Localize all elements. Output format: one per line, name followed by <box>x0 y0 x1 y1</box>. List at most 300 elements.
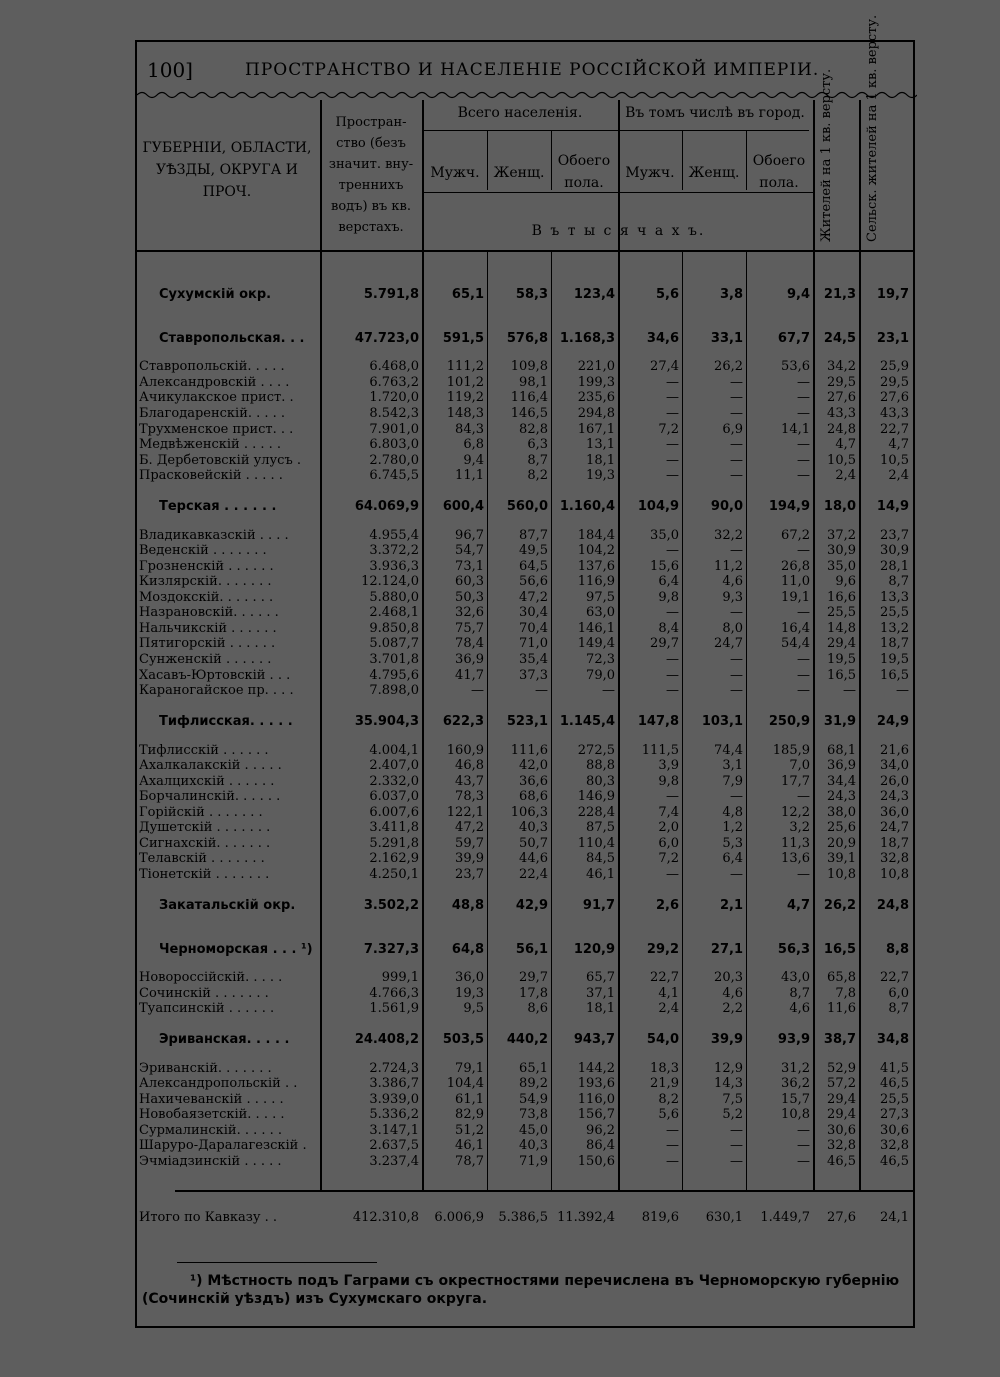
cell-value: 36,6 <box>519 773 548 789</box>
cell-value: 65,7 <box>586 970 615 986</box>
cell-value: — <box>730 789 743 805</box>
cell-value: 146,1 <box>577 620 615 636</box>
row-name: Шаруро-Даралагезскій . <box>139 1138 307 1154</box>
cell-value: 54,0 <box>646 1032 679 1048</box>
cell-value: 29,4 <box>827 636 856 652</box>
cell-value: 35,0 <box>827 558 856 574</box>
cell-value: 46,5 <box>880 1076 909 1092</box>
cell-value: 31,2 <box>781 1060 810 1076</box>
table-row <box>137 986 915 1001</box>
row-name: Тіонетскій . . . . . . . <box>139 866 270 882</box>
cell-value: 96,2 <box>586 1122 615 1138</box>
cell-value: 73,1 <box>455 558 484 574</box>
cell-value: — <box>730 437 743 453</box>
table-row <box>137 836 915 851</box>
cell-value: 19,1 <box>781 589 810 605</box>
cell-value: 2,1 <box>719 897 743 913</box>
cell-value: — <box>797 405 810 421</box>
cell-value: 23,7 <box>880 527 909 543</box>
cell-value: 6,3 <box>527 437 548 453</box>
cell-value: 9,3 <box>722 589 743 605</box>
cell-value: 32,8 <box>827 1138 856 1154</box>
table-row <box>137 331 915 346</box>
table-row <box>137 1107 915 1122</box>
cell-value: 41,7 <box>455 667 484 683</box>
cell-value: 4,1 <box>658 985 679 1001</box>
cell-value: 17,7 <box>781 773 810 789</box>
cell-value: 2,4 <box>888 468 909 484</box>
table-row <box>137 605 915 620</box>
row-name: Ставропольскій. . . . . <box>139 359 285 375</box>
cell-value: 7,9 <box>722 773 743 789</box>
table-row <box>137 668 915 683</box>
row-name: Сурмалинскій. . . . . . <box>139 1122 283 1138</box>
cell-value: — <box>797 452 810 468</box>
row-name: Пятигорскій . . . . . . <box>139 636 276 652</box>
cell-value: 2,4 <box>658 1001 679 1017</box>
cell-value: 41,5 <box>880 1060 909 1076</box>
cell-value: 5.336,2 <box>369 1107 419 1123</box>
table-row <box>137 1092 915 1107</box>
cell-value: 18,7 <box>880 636 909 652</box>
cell-value: 8,6 <box>527 1001 548 1017</box>
cell-value: 32,8 <box>880 1138 909 1154</box>
cell-value: 6,0 <box>658 835 679 851</box>
cell-value: 10,8 <box>880 866 909 882</box>
cell-value: 109,8 <box>510 359 548 375</box>
cell-value: 40,3 <box>519 820 548 836</box>
cell-value: 43,0 <box>781 970 810 986</box>
cell-value: 34,4 <box>827 773 856 789</box>
cell-value: 14,8 <box>827 620 856 636</box>
cell-value: 33,1 <box>710 330 743 346</box>
cell-value: 39,9 <box>710 1032 743 1048</box>
cell-value: 24,5 <box>823 330 856 346</box>
cell-value: 34,8 <box>876 1032 909 1048</box>
table-row <box>137 652 915 667</box>
cell-value: 49,5 <box>519 543 548 559</box>
cell-value: 122,1 <box>446 804 484 820</box>
cell-value: 67,7 <box>777 330 810 346</box>
cell-value: 5,6 <box>655 287 679 302</box>
cell-value: — <box>666 1154 679 1169</box>
cell-value: 7.898,0 <box>369 683 419 699</box>
cell-value: — <box>666 543 679 559</box>
cell-value: — <box>730 405 743 421</box>
row-name: Горійскій . . . . . . . <box>139 804 263 820</box>
cell-value: 24,8 <box>827 421 856 437</box>
cell-value: 146,9 <box>577 789 615 805</box>
cell-value: 3.237,4 <box>369 1154 419 1169</box>
cell-value: 11,1 <box>455 468 484 484</box>
cell-value: 29,7 <box>519 970 548 986</box>
cell-value: 8,7 <box>888 1001 909 1017</box>
cell-value: 32,2 <box>714 527 743 543</box>
cell-value: 46,5 <box>880 1154 909 1169</box>
cell-value: 503,5 <box>442 1032 484 1048</box>
cell-value: — <box>730 1138 743 1154</box>
cell-value: 88,8 <box>586 758 615 774</box>
cell-value: — <box>666 605 679 621</box>
table-row <box>137 1076 915 1091</box>
cell-value: 4,8 <box>722 804 743 820</box>
table-row <box>137 574 915 589</box>
cell-value: 412.310,8 <box>352 1210 419 1225</box>
cell-value: 39,1 <box>827 851 856 867</box>
cell-value: 4,6 <box>789 1001 810 1017</box>
cell-value: 43,3 <box>880 405 909 421</box>
cell-value: 4,7 <box>786 897 810 913</box>
table-row <box>137 543 915 558</box>
cell-value: — <box>797 543 810 559</box>
cell-value: — <box>666 374 679 390</box>
cell-value: — <box>535 683 548 699</box>
cell-value: 3.502,2 <box>363 897 419 913</box>
cell-value: — <box>797 683 810 699</box>
cell-value: 943,7 <box>573 1032 615 1048</box>
cell-value: 523,1 <box>506 714 548 730</box>
cell-value: — <box>666 652 679 668</box>
cell-value: 57,2 <box>827 1076 856 1092</box>
cell-value: 72,3 <box>586 652 615 668</box>
cell-value: 6,4 <box>658 574 679 590</box>
cell-value: 29,5 <box>880 374 909 390</box>
cell-value: 78,3 <box>455 789 484 805</box>
cell-value: 116,0 <box>577 1091 615 1107</box>
cell-value: 4,7 <box>835 437 856 453</box>
cell-value: 10,8 <box>781 1107 810 1123</box>
cell-value: 18,1 <box>586 452 615 468</box>
cell-value: 10,5 <box>827 452 856 468</box>
cell-value: 29,4 <box>827 1091 856 1107</box>
header-rural-density: Сельск. жителей на 1 кв. версту. <box>865 14 880 242</box>
cell-value: 32,6 <box>455 605 484 621</box>
cell-value: 3,8 <box>719 287 743 302</box>
cell-value: 82,8 <box>519 421 548 437</box>
cell-value: — <box>666 452 679 468</box>
cell-value: — <box>797 390 810 406</box>
cell-value: 20,9 <box>827 835 856 851</box>
table-row <box>137 867 915 882</box>
table-row <box>137 437 915 452</box>
cell-value: 116,9 <box>577 574 615 590</box>
row-name: Эриванская. . . . . <box>159 1032 290 1048</box>
table-row <box>137 898 915 913</box>
cell-value: 65,8 <box>827 970 856 986</box>
header-urban-male: Мужч. <box>625 165 675 181</box>
cell-value: 576,8 <box>506 330 548 346</box>
cell-value: — <box>666 390 679 406</box>
cell-value: 2.332,0 <box>369 773 419 789</box>
row-name: Б. Дербетовскій улусъ . <box>139 452 301 468</box>
cell-value: — <box>730 452 743 468</box>
cell-value: 79,1 <box>455 1060 484 1076</box>
table-row <box>137 683 915 698</box>
cell-value: 26,8 <box>781 558 810 574</box>
cell-value: 8,7 <box>527 452 548 468</box>
row-name: Благодаренскій. . . . . <box>139 405 286 421</box>
cell-value: 25,5 <box>880 1091 909 1107</box>
cell-value: 194,9 <box>768 499 810 515</box>
row-name: Сунженскій . . . . . . <box>139 652 272 668</box>
row-name: Караногайское пр. . . . <box>139 683 294 699</box>
cell-value: 71,0 <box>519 636 548 652</box>
cell-value: 93,9 <box>777 1032 810 1048</box>
cell-value: 24,1 <box>880 1210 909 1225</box>
cell-value: 6,9 <box>722 421 743 437</box>
cell-value: 1.720,0 <box>369 390 419 406</box>
row-name: Итого по Кавказу . . <box>139 1210 278 1225</box>
cell-value: 14,3 <box>714 1076 743 1092</box>
table-row <box>137 970 915 985</box>
cell-value: 5,6 <box>658 1107 679 1123</box>
cell-value: 4,6 <box>722 574 743 590</box>
cell-value: 60,3 <box>455 574 484 590</box>
row-name: Назрановскій. . . . . . <box>139 605 279 621</box>
cell-value: 29,2 <box>646 941 679 957</box>
table-row <box>137 528 915 543</box>
cell-value: 73,8 <box>519 1107 548 1123</box>
cell-value: 32,8 <box>880 851 909 867</box>
cell-value: 25,5 <box>880 605 909 621</box>
table-row <box>137 1154 915 1169</box>
cell-value: 19,3 <box>586 468 615 484</box>
cell-value: 591,5 <box>442 330 484 346</box>
cell-value: — <box>843 683 856 699</box>
cell-value: 34,6 <box>646 330 679 346</box>
footnote: ¹) Мѣстность подъ Гаграми съ окрестностями перечислена въ Черноморскую губернію (Сочинскій уѣздъ) изъ Сухумскаго округа. <box>142 1273 900 1307</box>
table-row <box>137 1061 915 1076</box>
row-name: Борчалинскій. . . . . . <box>139 789 281 805</box>
cell-value: 2,2 <box>722 1001 743 1017</box>
header-urban-female: Женщ. <box>688 165 740 181</box>
header-density: Жителей на 1 кв. версту. <box>819 68 834 242</box>
cell-value: 56,3 <box>777 941 810 957</box>
cell-value: 10,8 <box>827 866 856 882</box>
table-row <box>137 359 915 374</box>
cell-value: 79,0 <box>586 667 615 683</box>
cell-value: 27,6 <box>827 390 856 406</box>
cell-value: 82,9 <box>455 1107 484 1123</box>
cell-value: 19,5 <box>827 652 856 668</box>
table-row <box>137 590 915 605</box>
row-name: Сухумскій окр. <box>159 287 272 302</box>
table-row <box>137 1138 915 1153</box>
cell-value: 5,3 <box>722 835 743 851</box>
cell-value: 16,6 <box>827 589 856 605</box>
table-row <box>137 1032 915 1047</box>
cell-value: — <box>797 1154 810 1169</box>
row-name: Душетскій . . . . . . . <box>139 820 271 836</box>
cell-value: 67,2 <box>781 527 810 543</box>
row-name: Ставропольская. . . <box>159 330 305 346</box>
table-row <box>137 375 915 390</box>
cell-value: 3.701,8 <box>369 652 419 668</box>
cell-value: 160,9 <box>446 742 484 758</box>
table-row <box>137 390 915 405</box>
cell-value: 30,6 <box>880 1122 909 1138</box>
cell-value: 27,3 <box>880 1107 909 1123</box>
cell-value: 78,4 <box>455 636 484 652</box>
cell-value: 9,4 <box>463 452 484 468</box>
cell-value: — <box>666 1138 679 1154</box>
row-name: Новороссійскій. . . . . <box>139 970 283 986</box>
cell-value: 90,0 <box>710 499 743 515</box>
cell-value: — <box>730 543 743 559</box>
cell-value: — <box>730 390 743 406</box>
cell-value: 193,6 <box>577 1076 615 1092</box>
cell-value: 11,6 <box>827 1001 856 1017</box>
table-row <box>137 805 915 820</box>
row-name: Тифлисская. . . . . <box>159 714 293 730</box>
cell-value: 3.372,2 <box>369 543 419 559</box>
row-name: Тифлисскій . . . . . . <box>139 742 269 758</box>
cell-value: 30,9 <box>827 543 856 559</box>
cell-value: 3.386,7 <box>369 1076 419 1092</box>
page-title: ПРОСТРАНСТВО И НАСЕЛЕНІЕ РОССІЙСКОЙ ИМПЕРІИ. <box>245 60 820 80</box>
row-name: Веденскій . . . . . . . <box>139 543 267 559</box>
cell-value: — <box>666 405 679 421</box>
cell-value: 18,3 <box>650 1060 679 1076</box>
cell-value: 7,5 <box>722 1091 743 1107</box>
table-row <box>137 636 915 651</box>
cell-value: 54,4 <box>781 636 810 652</box>
cell-value: 27,6 <box>827 1210 856 1225</box>
cell-value: 8,2 <box>658 1091 679 1107</box>
cell-value: 6,8 <box>463 437 484 453</box>
cell-value: 46,1 <box>586 866 615 882</box>
cell-value: 16,5 <box>827 667 856 683</box>
footnote-rule <box>177 1262 377 1263</box>
cell-value: 13,3 <box>880 589 909 605</box>
cell-value: 104,9 <box>637 499 679 515</box>
header-region: ГУБЕРНІИ, ОБЛАСТИ, УѢЗДЫ, ОКРУГА И ПРОЧ. <box>142 140 312 200</box>
cell-value: — <box>797 652 810 668</box>
cell-value: 184,4 <box>577 527 615 543</box>
rule <box>424 130 809 131</box>
cell-value: 18,1 <box>586 1001 615 1017</box>
cell-value: 13,6 <box>781 851 810 867</box>
cell-value: 999,1 <box>381 970 419 986</box>
cell-value: 9,6 <box>835 574 856 590</box>
cell-value: 34,0 <box>880 758 909 774</box>
row-name: Трухменское прист. . . <box>139 421 294 437</box>
cell-value: 199,3 <box>577 374 615 390</box>
cell-value: 68,6 <box>519 789 548 805</box>
cell-value: 80,3 <box>586 773 615 789</box>
cell-value: 65,1 <box>451 287 484 302</box>
cell-value: 7.901,0 <box>369 421 419 437</box>
cell-value: — <box>730 866 743 882</box>
cell-value: 8,4 <box>658 620 679 636</box>
rule <box>137 250 915 252</box>
cell-value: — <box>602 683 615 699</box>
cell-value: 12,9 <box>714 1060 743 1076</box>
table-row <box>137 468 915 483</box>
table-row <box>137 559 915 574</box>
cell-value: 440,2 <box>506 1032 548 1048</box>
cell-value: 15,7 <box>781 1091 810 1107</box>
cell-value: 123,4 <box>573 287 615 302</box>
cell-value: 5.880,0 <box>369 589 419 605</box>
cell-value: 74,4 <box>714 742 743 758</box>
row-name: Телавскій . . . . . . . <box>139 851 265 867</box>
cell-value: — <box>730 667 743 683</box>
cell-value: 21,9 <box>650 1076 679 1092</box>
header-total-pop: Всего населенія. <box>457 105 583 121</box>
table-row <box>137 789 915 804</box>
cell-value: 101,2 <box>446 374 484 390</box>
cell-value: 29,7 <box>650 636 679 652</box>
cell-value: 11.392,4 <box>557 1210 615 1225</box>
cell-value: 63,0 <box>586 605 615 621</box>
cell-value: 50,3 <box>455 589 484 605</box>
cell-value: 272,5 <box>577 742 615 758</box>
cell-value: 12.124,0 <box>361 574 419 590</box>
page <box>135 14 915 1328</box>
cell-value: 7,0 <box>789 758 810 774</box>
cell-value: 11,0 <box>781 574 810 590</box>
cell-value: 1.160,4 <box>559 499 615 515</box>
cell-value: 31,9 <box>823 714 856 730</box>
cell-value: 221,0 <box>577 359 615 375</box>
table-row <box>137 1001 915 1016</box>
cell-value: 26,2 <box>714 359 743 375</box>
cell-value: 2.162,9 <box>369 851 419 867</box>
cell-value: 3,1 <box>722 758 743 774</box>
total-rule <box>175 1190 915 1192</box>
cell-value: 29,5 <box>827 374 856 390</box>
cell-value: 5.386,5 <box>498 1210 548 1225</box>
cell-value: — <box>797 605 810 621</box>
cell-value: 65,1 <box>519 1060 548 1076</box>
cell-value: 11,2 <box>714 558 743 574</box>
cell-value: 36,0 <box>880 804 909 820</box>
cell-value: 6.037,0 <box>369 789 419 805</box>
cell-value: 97,5 <box>586 589 615 605</box>
cell-value: 622,3 <box>442 714 484 730</box>
header-female: Женщ. <box>493 165 545 181</box>
cell-value: 36,2 <box>781 1076 810 1092</box>
cell-value: 36,0 <box>455 970 484 986</box>
cell-value: 64.069,9 <box>354 499 419 515</box>
cell-value: 19,7 <box>876 287 909 302</box>
cell-value: 4.766,3 <box>369 985 419 1001</box>
cell-value: 46,5 <box>827 1154 856 1169</box>
cell-value: 3.939,0 <box>369 1091 419 1107</box>
cell-value: 2.780,0 <box>369 452 419 468</box>
cell-value: 54,7 <box>455 543 484 559</box>
cell-value: 23,7 <box>455 866 484 882</box>
row-name: Александровскій . . . . <box>139 374 290 390</box>
cell-value: 11,3 <box>781 835 810 851</box>
row-name: Кизлярскій. . . . . . . <box>139 574 272 590</box>
cell-value: 27,6 <box>880 390 909 406</box>
cell-value: 2.468,1 <box>369 605 419 621</box>
cell-value: 24,9 <box>876 714 909 730</box>
table-row <box>137 621 915 636</box>
table-row <box>137 942 915 957</box>
cell-value: 10,5 <box>880 452 909 468</box>
cell-value: 9,4 <box>786 287 810 302</box>
cell-value: 8.542,3 <box>369 405 419 421</box>
cell-value: 59,7 <box>455 835 484 851</box>
cell-value: 16,4 <box>781 620 810 636</box>
cell-value: — <box>797 789 810 805</box>
cell-value: 7.327,3 <box>363 941 419 957</box>
cell-value: 14,9 <box>876 499 909 515</box>
wavy-rule <box>137 90 917 100</box>
